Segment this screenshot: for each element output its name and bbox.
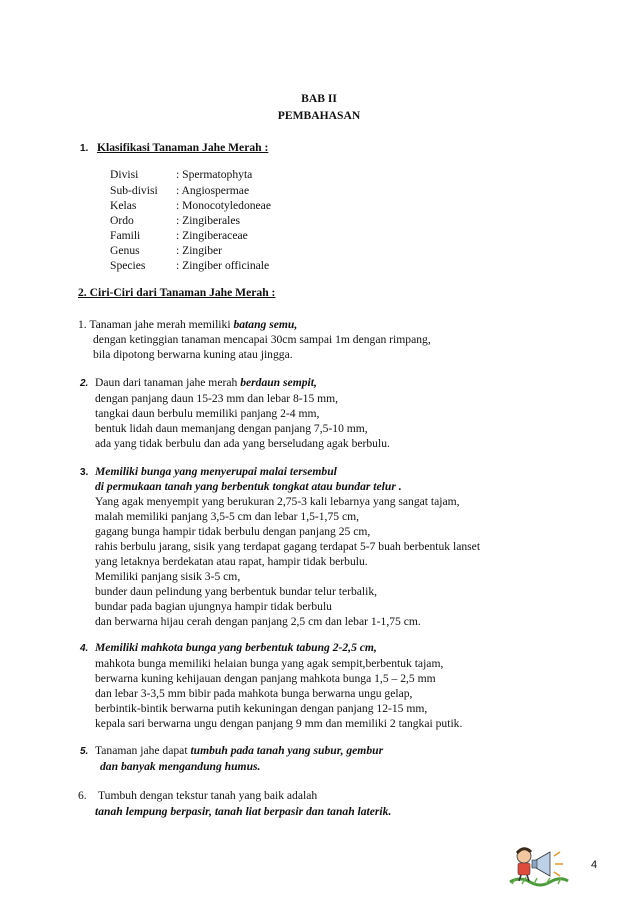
point-5-line: dan banyak mengandung humus. <box>100 760 261 773</box>
point-4-line: Memiliki mahkota bunga yang berbentuk tabung 2-2,5 cm, <box>95 641 377 654</box>
point-3-line: gagang bunga hampir tidak berbulu dengan panjang 25 cm, <box>95 525 371 538</box>
section-2-title: 2. Ciri-Ciri dari Tanaman Jahe Merah : <box>78 286 276 299</box>
point-2-line: bentuk lidah daun memanjang dengan panjang 7,5-10 mm, <box>95 422 368 435</box>
point-4-line: berwarna kuning kehijauan dengan panjang mahkota bunga 1,5 – 2,5 mm <box>95 672 436 685</box>
page-number: 4 <box>591 859 598 871</box>
point-4-line: berbintik-bintik berwarna putih kekuningan dengan panjang 12-15 mm, <box>95 702 428 715</box>
taxonomy-row: Ordo : Zingiberales <box>110 214 241 227</box>
point-1-line: 1. Tanaman jahe merah memiliki batang semu, <box>78 318 298 331</box>
point-3-line: di permukaan tanah yang berbentuk tongkat atau bundar telur . <box>95 480 402 493</box>
point-2-line: Daun dari tanaman jahe merah berdaun sempit, <box>95 376 317 389</box>
point-3-line: Memiliki bunga yang menyerupai malai tersembul <box>95 465 337 478</box>
point-6-number: 6. <box>78 789 87 802</box>
point-4-line: dan lebar 3-3,5 mm bibir pada mahkota bunga berwarna ungu gelap, <box>95 687 413 700</box>
taxonomy-row: Genus : Zingiber <box>110 244 223 257</box>
chapter-heading: BAB II <box>301 92 337 105</box>
point-1-line: bila dipotong berwarna kuning atau jingga. <box>93 348 293 361</box>
taxonomy-row: Species : Zingiber officinale <box>110 259 270 272</box>
point-6-line: tanah lempung berpasir, tanah liat berpasir dan tanah laterik. <box>95 805 392 818</box>
taxonomy-row: Sub-divisi : Angiospermae <box>110 184 250 197</box>
taxonomy-row: Divisi : Spermatophyta <box>110 168 253 181</box>
point-3-line: bunder daun pelindung yang berbentuk bundar telur terbalik, <box>95 585 378 598</box>
point-2-line: dengan panjang daun 15-23 mm dan lebar 8-15 mm, <box>95 392 339 405</box>
point-6-line: Tumbuh dengan tekstur tanah yang baik adalah <box>98 789 318 802</box>
taxonomy-row: Kelas : Monocotyledoneae <box>110 199 271 212</box>
point-3-line: yang letaknya berdekatan atau rapat, hampir tidak berbulu. <box>95 555 368 568</box>
point-3-line: Memiliki panjang sisik 3-5 cm, <box>95 570 241 583</box>
chapter-title: PEMBAHASAN <box>277 109 361 122</box>
point-2-number: 2. <box>80 378 89 389</box>
point-3-line: dan berwarna hijau cerah dengan panjang 2,5 cm dan lebar 1-1,75 cm. <box>95 615 421 628</box>
point-3-number: 3. <box>80 467 89 478</box>
point-4-line: kepala sari berwarna ungu dengan panjang 9 mm dan memiliki 2 tangkai putik. <box>95 717 463 730</box>
point-3-line: malah memiliki panjang 3,5-5 cm dan lebar 1,5-1,75 cm, <box>95 510 360 523</box>
point-5-number: 5. <box>80 746 89 757</box>
point-2-line: tangkai daun berbulu memiliki panjang 2-4 mm, <box>95 407 320 420</box>
taxonomy-row: Famili : Zingiberaceae <box>110 229 248 242</box>
point-2-line: ada yang tidak berbulu dan ada yang berseludang agak berbulu. <box>95 437 390 450</box>
point-3-line: rahis berbulu jarang, sisik yang terdapat gagang terdapat 5-7 buah berbentuk lanset <box>95 540 481 553</box>
point-5-line: Tanaman jahe dapat tumbuh pada tanah yang subur, gembur <box>95 744 384 757</box>
point-3-line: Yang agak menyempit yang berukuran 2,75-3 kali lebarnya yang sangat tajam, <box>95 495 460 508</box>
megaphone-kid-icon <box>506 838 570 888</box>
point-4-line: mahkota bunga memiliki helaian bunga yang agak sempit,berbentuk tajam, <box>95 657 444 670</box>
section-1-number: 1. <box>80 143 89 154</box>
section-1-title: Klasifikasi Tanaman Jahe Merah : <box>97 141 269 154</box>
point-1-line: dengan ketinggian tanaman mencapai 30cm sampai 1m dengan rimpang, <box>93 333 431 346</box>
point-4-number: 4. <box>80 643 89 654</box>
point-3-line: bundar pada bagian ujungnya hampir tidak berbulu <box>95 600 332 613</box>
